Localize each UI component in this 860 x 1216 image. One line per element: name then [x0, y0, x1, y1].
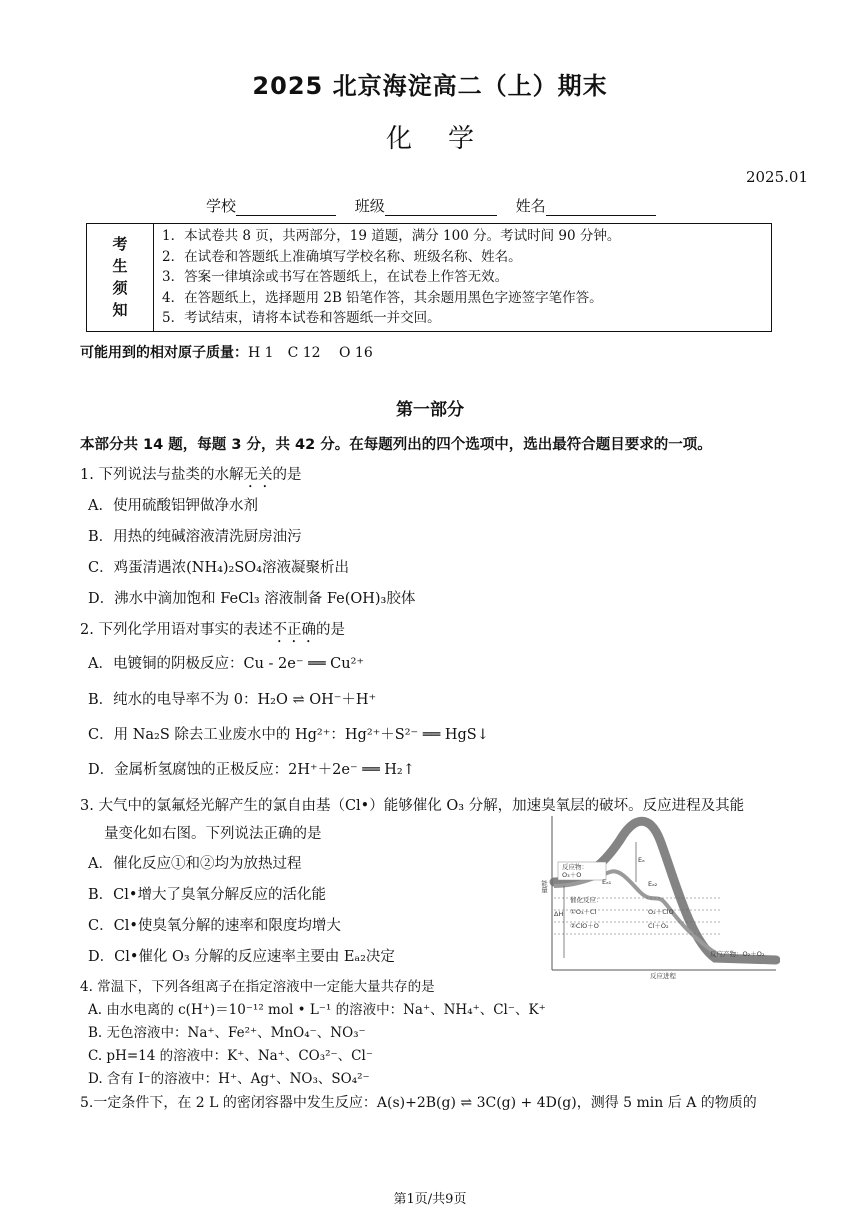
school-blank[interactable]: [236, 199, 336, 216]
reactants-label: 反应物：: [562, 863, 588, 871]
question-5-stem: 5.一定条件下，在 2 L 的密闭容器中发生反应：A(s)+2B(g) ⇌ 3C(g) + 4D(g)，测得 5 min 后 A 的物质的: [80, 1095, 757, 1111]
q3-option-c[interactable]: C．Cl•使臭氧分解的速率和限度均增大: [88, 918, 341, 934]
catalysis-label: 催化反应：: [570, 896, 603, 904]
notice-line: 5．考试结束，请将本试卷和答题纸一并交回。: [162, 310, 441, 326]
reactants-formula: O₃＋O: [562, 871, 582, 879]
question-2-stem: 2. 下列化学用语对事实的表述不正确的是: [80, 622, 345, 638]
q4-option-d[interactable]: D. 含有 I⁻的溶液中：H⁺、Ag⁺、NO₃、SO₄²⁻: [88, 1071, 370, 1087]
part-one-intro: 本部分共 14 题，每题 3 分，共 42 分。在每题列出的四个选项中，选出最符合题目要求的一项。: [80, 437, 712, 453]
step1-label: ①O₃＋Cl: [570, 908, 597, 916]
ea-label: Eₐ: [638, 856, 645, 864]
q4-option-b[interactable]: B. 无色溶液中：Na⁺、Fe²⁺、MnO₄⁻、NO₃⁻: [88, 1025, 366, 1041]
notice-line: 1．本试卷共 8 页，共两部分，19 道题，满分 100 分。考试时间 90 分钟。: [162, 228, 621, 244]
question-4-stem: 4. 常温下，下列各组离子在指定溶液中一定能大量共存的是: [80, 979, 435, 995]
student-info-line: [206, 195, 670, 216]
name-blank[interactable]: [546, 199, 656, 216]
page-footer: 第1页/共9页: [393, 1192, 467, 1207]
intermediate1-label: O₂＋ClO: [648, 908, 674, 916]
q2-option-c[interactable]: C．用 Na₂S 除去工业废水中的 Hg²⁺：Hg²⁺＋S²⁻ ══ HgS↓: [88, 727, 489, 743]
question-1-stem: 1. 下列说法与盐类的水解无关的是: [80, 467, 302, 483]
step2-label: ②ClO＋O: [570, 922, 599, 930]
question-3-stem-line2: 量变化如右图。下列说法正确的是: [104, 826, 322, 842]
ea1-label: Eₐ₁: [602, 878, 612, 886]
q3-option-a[interactable]: A．催化反应①和②均为放热过程: [88, 856, 302, 872]
q1-option-c[interactable]: C．鸡蛋清遇浓(NH₄)₂SO₄溶液凝聚析出: [88, 560, 349, 576]
notice-heading: 考 生 须 知: [87, 224, 154, 332]
x-axis-label: 反应进程: [650, 972, 676, 980]
part-one-title: 第一部分: [396, 400, 464, 420]
q1-option-d[interactable]: D．沸水中滴加饱和 FeCl₃ 溶液制备 Fe(OH)₃胶体: [88, 591, 416, 607]
exam-notice-table: [86, 223, 772, 332]
name-label: 姓名: [515, 197, 546, 215]
notice-line: 3．答案一律填涂或书写在答题纸上，在试卷上作答无效。: [162, 269, 509, 285]
class-blank[interactable]: [385, 199, 497, 216]
y-axis-label: 能量: [540, 880, 548, 893]
school-label: 学校: [206, 197, 237, 215]
uncatalyzed-curve: [554, 821, 776, 960]
q1-option-b[interactable]: B．用热的纯碱溶液清洗厨房油污: [88, 529, 302, 545]
q3-option-d[interactable]: D．Cl•催化 O₃ 分解的反应速率主要由 Eₐ₂决定: [88, 949, 395, 965]
q4-option-a[interactable]: A. 由水电离的 c(H⁺)＝10⁻¹² mol • L⁻¹ 的溶液中：Na⁺、NH₄⁺、Cl⁻、K⁺: [88, 1002, 546, 1018]
atomic-mass-line: 可能用到的相对原子质量：H 1 C 12 O 16: [80, 345, 373, 361]
exam-title: 2025 北京海淀高二（上）期末: [252, 72, 608, 100]
q2-option-a[interactable]: A．电镀铜的阴极反应：Cu - 2e⁻ ══ Cu²⁺: [88, 656, 365, 672]
q2-option-d[interactable]: D．金属析氢腐蚀的正极反应：2H⁺＋2e⁻ ══ H₂↑: [88, 762, 415, 778]
notice-line: 2．在试卷和答题纸上准确填写学校名称、班级名称、姓名。: [162, 248, 522, 265]
q4-option-c[interactable]: C. pH=14 的溶液中：K⁺、Na⁺、CO₃²⁻、Cl⁻: [88, 1048, 373, 1064]
notice-line: 4．在答题纸上，选择题用 2B 铅笔作答，其余题用黑色字迹签字笔作答。: [162, 289, 603, 306]
delta-h-label: ΔH: [554, 910, 564, 918]
ea2-label: Eₐ₂: [648, 880, 658, 888]
products-label: 反应产物：O₂＋O₂: [710, 950, 765, 958]
q2-option-b[interactable]: B．纯水的电导率不为 0：H₂O ⇌ OH⁻＋H⁺: [88, 692, 377, 708]
class-label: 班级: [354, 197, 385, 215]
question-3-stem-line1: 3. 大气中的氯氟烃光解产生的氯自由基（Cl•）能够催化 O₃ 分解，加速臭氧层的破坏。反应进程及其能: [80, 798, 745, 814]
notice-content: [154, 224, 772, 332]
exam-date: 2025.01: [745, 168, 808, 186]
subject-title: 化学: [385, 124, 510, 154]
q3-option-b[interactable]: B．Cl•增大了臭氧分解反应的活化能: [88, 887, 326, 903]
q1-option-a[interactable]: A．使用硫酸铝钾做净水剂: [88, 498, 258, 514]
energy-profile-figure: [540, 810, 780, 980]
intermediate2-label: Cl＋O₂: [648, 922, 669, 930]
